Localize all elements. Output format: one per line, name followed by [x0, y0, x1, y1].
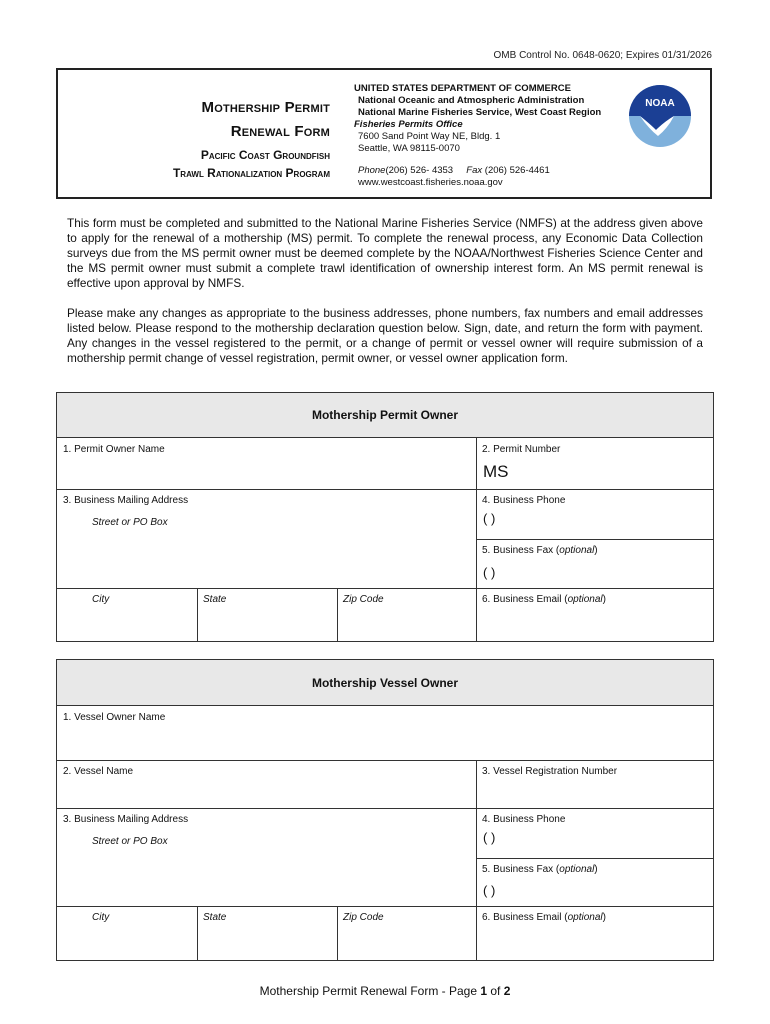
form-title-block: [173, 96, 330, 182]
dept-name: UNITED STATES DEPARTMENT OF COMMERCE: [354, 83, 571, 94]
owner-fax-label: 5. Business Fax (: [482, 545, 560, 556]
footer-of: of: [487, 984, 504, 998]
noaa-logo-icon: [628, 84, 692, 148]
vessel-fax-label: 5. Business Fax (: [482, 864, 560, 875]
contact-line: [358, 165, 601, 177]
owner-zip-label: Zip Code: [343, 594, 384, 605]
owner-phone-label: 4. Business Phone: [482, 495, 566, 506]
vessel-mailing-address-field[interactable]: [57, 808, 476, 906]
owner-phone-area-code: ( ): [483, 511, 496, 526]
city-address: Seattle, WA 98115-0070: [358, 143, 460, 154]
vessel-registration-label: 3. Vessel Registration Number: [482, 766, 618, 777]
vessel-fax-close: ): [594, 864, 598, 875]
vessel-name-label: 2. Vessel Name: [63, 766, 134, 777]
agency-address-block: [354, 83, 601, 189]
vessel-phone-field[interactable]: [476, 808, 713, 858]
vessel-fax-field[interactable]: [476, 858, 713, 906]
owner-mailing-address-label: 3. Business Mailing Address: [63, 495, 189, 506]
form-title-line2: Renewal Form: [230, 123, 330, 140]
owner-email-field[interactable]: [476, 588, 713, 641]
vessel-fax-area-code: ( ): [483, 883, 496, 898]
vessel-phone-label: 4. Business Phone: [482, 814, 566, 825]
vessel-zip-field[interactable]: [337, 906, 476, 960]
vessel-name-field[interactable]: [57, 760, 476, 808]
form-header: [56, 68, 712, 199]
owner-fax-close: ): [594, 545, 598, 556]
owner-street-label: Street or PO Box: [92, 517, 168, 528]
vessel-email-close: ): [602, 912, 606, 923]
owner-phone-field[interactable]: [476, 489, 713, 539]
owner-fax-area-code: ( ): [483, 565, 496, 580]
vessel-owner-name-label: 1. Vessel Owner Name: [63, 712, 166, 723]
vessel-email-optional: optional: [567, 912, 603, 923]
owner-city-field[interactable]: [57, 588, 197, 641]
fax-label: Fax: [466, 165, 483, 176]
fax-number: (206) 526-4461: [484, 165, 550, 176]
vessel-mailing-address-label: 3. Business Mailing Address: [63, 814, 189, 825]
vessel-owner-section: [56, 659, 714, 961]
footer-total: 2: [503, 984, 511, 998]
vessel-city-field[interactable]: [57, 906, 197, 960]
phone-number: (206) 526- 4353: [385, 165, 454, 176]
street-address: 7600 Sand Point Way NE, Bldg. 1: [358, 131, 501, 142]
instructions-paragraph-1: This form must be completed and submitted to the National Marine Fisheries Service (NMFS) at the address given above to apply for the renewal of a mothership (MS) permit. To complete the renewal process, any Economic Data Collection surveys due from the MS permit owner must be deemed complete by the NOAA/Northwest Fisheries Science Center and the MS permit owner must submit a complete trawl identification of ownership interest form. An MS permit renewal is effective upon approval by NMFS.: [67, 216, 703, 290]
vessel-fax-optional: optional: [559, 864, 595, 875]
noaa-name: National Oceanic and Atmospheric Administration: [358, 95, 585, 106]
owner-city-label: City: [92, 594, 110, 605]
vessel-registration-field[interactable]: [476, 760, 713, 808]
permit-number-field[interactable]: [476, 438, 713, 489]
instructions-paragraph-2: Please make any changes as appropriate to the business addresses, phone numbers, fax numbers and email addresses listed below. Please respond to the mothership declaration question below. Sign, date, and return the form with payment. Any changes in the vessel registered to the permit, or a change of permit or vessel owner will require submission of a mothership permit change of vessel registration, permit owner, or vessel owner application form.: [67, 306, 703, 365]
website-link[interactable]: www.westcoast.fisheries.noaa.gov: [358, 177, 503, 188]
permit-owner-section: [56, 392, 714, 642]
permit-owner-heading: Mothership Permit Owner: [57, 393, 713, 438]
vessel-state-label: State: [203, 912, 227, 923]
owner-state-field[interactable]: [197, 588, 337, 641]
footer-text: Mothership Permit Renewal Form - Page: [259, 984, 481, 998]
owner-email-close: ): [602, 594, 606, 605]
vessel-phone-area-code: ( ): [483, 830, 496, 845]
nmfs-name: National Marine Fisheries Service, West Coast Region: [358, 107, 602, 118]
program-line2: Trawl Rationalization Program: [172, 166, 330, 180]
omb-control-number: OMB Control No. 0648-0620; Expires 01/31/2026: [493, 50, 712, 61]
vessel-state-field[interactable]: [197, 906, 337, 960]
permit-number-label: 2. Permit Number: [482, 444, 561, 455]
owner-zip-field[interactable]: [337, 588, 476, 641]
permit-number-prefix: MS: [483, 462, 509, 481]
page-footer: [0, 984, 770, 998]
vessel-owner-heading: Mothership Vessel Owner: [57, 660, 713, 706]
vessel-email-field[interactable]: [476, 906, 713, 960]
permit-owner-name-field[interactable]: [57, 438, 476, 489]
owner-fax-field[interactable]: [476, 539, 713, 588]
permit-owner-name-label: 1. Permit Owner Name: [63, 444, 165, 455]
owner-state-label: State: [203, 594, 227, 605]
vessel-city-label: City: [92, 912, 110, 923]
logo-text: NOAA: [645, 98, 675, 109]
vessel-street-label: Street or PO Box: [92, 836, 168, 847]
owner-email-optional: optional: [567, 594, 603, 605]
office-name: Fisheries Permits Office: [354, 119, 463, 130]
owner-mailing-address-field[interactable]: [57, 489, 476, 588]
form-title-line1: Mothership Permit: [201, 99, 330, 116]
vessel-email-label: 6. Business Email (: [482, 912, 568, 923]
vessel-owner-name-field[interactable]: [57, 706, 713, 760]
owner-fax-optional: optional: [559, 545, 595, 556]
vessel-zip-label: Zip Code: [343, 912, 384, 923]
phone-label: Phone: [358, 165, 386, 176]
program-line1: Pacific Coast Groundfish: [200, 148, 330, 162]
footer-page: 1: [480, 984, 488, 998]
owner-email-label: 6. Business Email (: [482, 594, 568, 605]
